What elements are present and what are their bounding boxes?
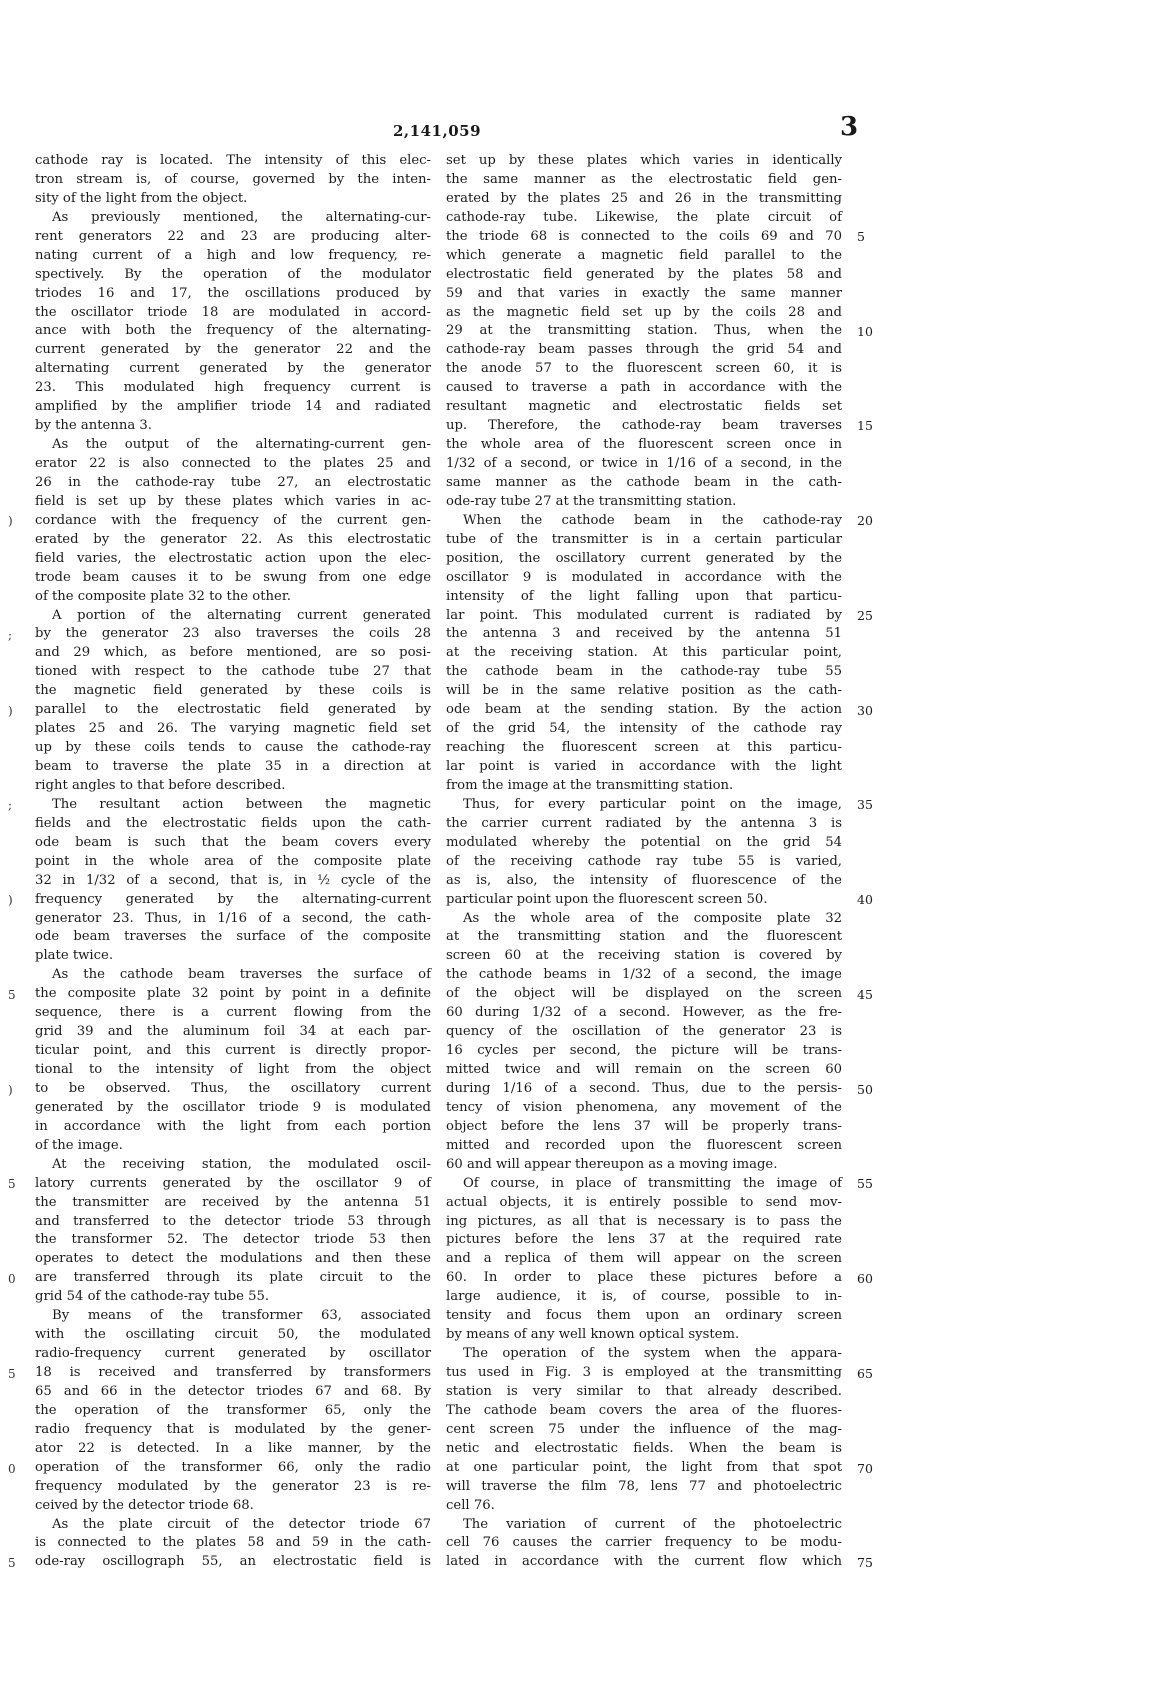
text-line: generated by the oscillator triode 9 is modulated: [35, 1099, 431, 1115]
text-line: 26 in the cathode-ray tube 27, an electrostatic: [35, 474, 431, 490]
line-number: 55: [857, 1176, 873, 1192]
text-line: field is set up by these plates which varies in ac-: [35, 493, 431, 509]
text-line: with the oscillating circuit 50, the modulated: [35, 1327, 431, 1343]
margin-mark: 5: [8, 1177, 16, 1192]
text-line: tus used in Fig. 3 is employed at the transmitting: [446, 1365, 842, 1380]
text-line: mitted and recorded upon the fluorescent screen: [446, 1137, 842, 1153]
text-line: tional to the intensity of light from the object: [35, 1062, 431, 1077]
text-line: When the cathode beam in the cathode-ray: [463, 512, 842, 528]
text-line: tron stream is, of course, governed by the inten-: [35, 171, 431, 187]
text-line: the transformer 52. The detector triode 53 then: [35, 1232, 431, 1248]
text-line: of the composite plate 32 to the other.: [35, 588, 291, 604]
text-line: station is very similar to that already described.: [446, 1383, 842, 1399]
text-line: 16 cycles per second, the picture will be trans-: [446, 1043, 842, 1059]
text-line: resultant magnetic and electrostatic fields set: [446, 399, 842, 415]
text-line: operation of the transformer 66, only the radio: [35, 1459, 431, 1475]
text-line: large audience, it is, of course, possible to in-: [446, 1289, 842, 1305]
left-text-column: [35, 152, 431, 1572]
text-line: frequency generated by the alternating-current: [35, 891, 431, 907]
text-line: A portion of the alternating current generated: [52, 607, 431, 623]
text-line: rent generators 22 and 23 are producing alter-: [35, 228, 431, 244]
right-text-column: [446, 152, 842, 1572]
line-number: 30: [857, 702, 873, 718]
text-line: triodes 16 and 17, the oscillations produced by: [35, 285, 431, 301]
text-line: sity of the light from the object.: [35, 190, 248, 206]
text-line: As previously mentioned, the alternating-cur-: [52, 209, 431, 225]
margin-mark: ): [8, 893, 13, 908]
text-line: at the receiving station. At this particular point,: [446, 645, 842, 661]
text-line: ode beam traverses the surface of the composite: [35, 929, 431, 945]
text-line: amplified by the amplifier triode 14 and radiated: [35, 399, 431, 415]
text-line: which generate a magnetic field parallel to the: [446, 247, 842, 263]
text-line: same manner as the cathode beam in the cath-: [446, 474, 842, 490]
margin-mark: ): [8, 1082, 13, 1097]
text-line: are transferred through its plate circuit to the: [35, 1270, 431, 1286]
text-line: electrostatic field generated by the plates 58 and: [446, 266, 842, 282]
text-line: tency of vision phenomena, any movement of the: [446, 1099, 842, 1115]
text-line: tensity and focus them upon an ordinary screen: [446, 1308, 842, 1324]
text-line: The operation of the system when the appara-: [463, 1346, 842, 1362]
text-line: ode beam is such that the beam covers every: [35, 834, 431, 850]
text-line: field varies, the electrostatic action upon the elec-: [35, 550, 431, 566]
line-number: 45: [857, 986, 873, 1002]
text-line: fields and the electrostatic fields upon the cath-: [35, 815, 431, 831]
line-number: 50: [857, 1081, 873, 1097]
text-line: By means of the transformer 63, associated: [52, 1308, 431, 1324]
text-line: 29 at the transmitting station. Thus, when the: [446, 323, 842, 339]
text-line: the same manner as the electrostatic field gen-: [446, 171, 842, 187]
text-line: modulated whereby the potential on the grid 54: [446, 834, 842, 850]
text-line: actual objects, it is entirely possible to send mov-: [446, 1194, 842, 1210]
text-line: point in the whole area of the composite plate: [35, 853, 431, 869]
line-number: 15: [857, 418, 873, 434]
text-line: the composite plate 32 point by point in a definite: [35, 986, 431, 1002]
text-line: lar point. This modulated current is radiated by: [446, 607, 842, 623]
text-line: The cathode beam covers the area of the fluores-: [446, 1402, 842, 1418]
text-line: cell 76 causes the carrier frequency to be modu-: [446, 1535, 842, 1551]
text-line: 60 during 1/32 of a second. However, as the fre-: [446, 1005, 842, 1021]
text-line: netic and electrostatic fields. When the beam is: [446, 1440, 842, 1456]
line-number: 60: [857, 1271, 873, 1287]
text-line: The variation of current of the photoelectric: [463, 1516, 842, 1532]
text-line: cent screen 75 under the influence of the mag-: [446, 1421, 842, 1437]
text-line: plate twice.: [35, 948, 114, 964]
text-line: the oscillator triode 18 are modulated in accord-: [35, 304, 431, 320]
text-line: right angles to that before described.: [35, 777, 286, 793]
text-line: 60. In order to place these pictures before a: [446, 1270, 842, 1286]
text-line: up. Therefore, the cathode-ray beam traverses: [446, 418, 842, 434]
text-line: by means of any well known optical system.: [446, 1327, 740, 1343]
text-line: ing pictures, as all that is necessary is to pass the: [446, 1213, 842, 1229]
text-line: pictures before the lens 37 at the required rate: [446, 1232, 842, 1248]
text-line: intensity of the light falling upon that particu-: [446, 588, 842, 604]
text-line: as the magnetic field set up by the coils 28 and: [446, 304, 842, 320]
text-line: ode beam at the sending station. By the action: [446, 702, 842, 718]
text-line: cathode-ray tube. Likewise, the plate circuit of: [446, 209, 842, 225]
text-line: 65 and 66 in the detector triodes 67 and 68. By: [35, 1383, 431, 1399]
text-line: cathode-ray beam passes through the grid 54 and: [446, 342, 842, 358]
margin-mark: ): [8, 703, 13, 718]
text-line: tioned with respect to the cathode tube 27 that: [35, 664, 431, 680]
text-line: the whole area of the fluorescent screen once in: [446, 437, 842, 453]
text-line: ode-ray oscillograph 55, an electrostatic field is: [35, 1554, 431, 1570]
text-line: the cathode beams in 1/32 of a second, the image: [446, 967, 842, 983]
line-number: 35: [857, 797, 873, 813]
text-line: the antenna 3 and received by the antenna 51: [446, 626, 842, 642]
text-line: by the generator 23 also traverses the coils 28: [35, 626, 431, 642]
text-line: 23. This modulated high frequency current is: [35, 380, 431, 396]
page-number: 3: [840, 112, 859, 142]
text-line: radio-frequency current generated by oscillator: [35, 1346, 431, 1362]
text-line: generator 23. Thus, in 1/16 of a second, the cath-: [35, 910, 431, 926]
text-line: plates 25 and 26. The varying magnetic field set: [35, 721, 431, 737]
text-line: position, the oscillatory current generated by the: [446, 550, 842, 566]
text-line: from the image at the transmitting station.: [446, 777, 734, 793]
text-line: latory currents generated by the oscillator 9 of: [35, 1175, 431, 1191]
line-number: 65: [857, 1365, 873, 1381]
text-line: will be in the same relative position as the cath-: [446, 683, 842, 699]
text-line: reaching the fluorescent screen at this particu-: [446, 740, 842, 756]
text-line: and transferred to the detector triode 53 through: [35, 1213, 431, 1229]
text-line: in accordance with the light from each portion: [35, 1118, 431, 1134]
text-line: oscillator 9 is modulated in accordance with the: [446, 569, 842, 585]
text-line: tube of the transmitter is in a certain particular: [446, 531, 842, 547]
text-line: 60 and will appear thereupon as a moving image.: [446, 1156, 778, 1172]
text-line: caused to traverse a path in accordance with the: [446, 380, 842, 396]
text-line: As the whole area of the composite plate 32: [463, 910, 842, 926]
text-line: As the cathode beam traverses the surface of: [52, 967, 431, 983]
text-line: trode beam causes it to be swung from one edge: [35, 569, 431, 585]
text-line: set up by these plates which varies in identically: [446, 153, 842, 168]
text-line: parallel to the electrostatic field generated by: [35, 702, 431, 718]
text-line: the anode 57 to the fluorescent screen 60, it is: [446, 361, 842, 377]
text-line: Of course, in place of transmitting the image of: [463, 1175, 842, 1191]
text-line: As the output of the alternating-current gen-: [52, 437, 431, 453]
text-line: grid 54 of the cathode-ray tube 55.: [35, 1289, 270, 1305]
text-line: sequence, there is a current flowing from the: [35, 1005, 431, 1021]
text-line: beam to traverse the plate 35 in a direction at: [35, 759, 431, 774]
text-line: The resultant action between the magnetic: [52, 796, 431, 812]
text-line: grid 39 and the aluminum foil 34 at each par-: [35, 1024, 431, 1040]
text-line: alternating current generated by the generator: [35, 361, 431, 377]
text-line: 59 and that varies in exactly the same manner: [446, 285, 842, 301]
text-line: of the image.: [35, 1137, 123, 1153]
text-line: screen 60 at the receiving station is covered by: [446, 948, 842, 964]
text-line: particular point upon the fluorescent screen 50.: [446, 891, 768, 907]
line-number: 10: [857, 323, 873, 339]
text-line: lar point is varied in accordance with the light: [446, 759, 842, 774]
text-line: ance with both the frequency of the alternating-: [35, 323, 431, 339]
text-line: ode-ray tube 27 at the transmitting station.: [446, 493, 737, 509]
text-line: the carrier current radiated by the antenna 3 is: [446, 815, 842, 831]
text-line: is connected to the plates 58 and 59 in the cath-: [35, 1535, 431, 1551]
margin-mark: ;: [8, 627, 13, 642]
text-line: during 1/16 of a second. Thus, due to the persis-: [446, 1080, 842, 1096]
patent-number: 2,141,059: [393, 122, 482, 140]
text-line: At the receiving station, the modulated oscil-: [52, 1156, 431, 1172]
text-line: of the grid 54, the intensity of the cathode ray: [446, 721, 842, 737]
text-line: cordance with the frequency of the current gen-: [35, 512, 431, 528]
text-line: spectively. By the operation of the modulator: [35, 266, 431, 282]
line-number: 25: [857, 607, 873, 623]
text-line: erated by the plates 25 and 26 in the transmitting: [446, 190, 842, 206]
text-line: radio frequency that is modulated by the gener-: [35, 1421, 431, 1437]
text-line: erator 22 is also connected to the plates 25 and: [35, 456, 431, 471]
text-line: operates to detect the modulations and then these: [35, 1251, 431, 1267]
text-line: the cathode beam in the cathode-ray tube 55: [446, 664, 842, 680]
text-line: Thus, for every particular point on the image,: [463, 796, 842, 812]
text-line: as is, also, the intensity of fluorescence of the: [446, 872, 842, 888]
text-line: the operation of the transformer 65, only the: [35, 1402, 431, 1418]
line-number: 40: [857, 892, 873, 908]
text-line: quency of the oscillation of the generator 23 is: [446, 1024, 842, 1040]
text-line: ceived by the detector triode 68.: [35, 1497, 254, 1513]
text-line: ticular point, and this current is directly propor-: [35, 1043, 431, 1059]
margin-mark: 5: [8, 987, 16, 1002]
text-line: cell 76.: [446, 1497, 495, 1513]
line-number: 5: [857, 228, 865, 244]
text-line: at one particular point, the light from that spot: [446, 1459, 842, 1475]
text-line: of the receiving cathode ray tube 55 is varied,: [446, 853, 842, 869]
text-line: As the plate circuit of the detector triode 67: [52, 1516, 431, 1532]
text-line: lated in accordance with the current flow which: [446, 1554, 842, 1570]
text-line: and a replica of them will appear on the screen: [446, 1251, 842, 1267]
text-line: 1/32 of a second, or twice in 1/16 of a second, in the: [446, 456, 842, 471]
margin-mark: ): [8, 514, 13, 529]
text-line: up by these coils tends to cause the cathode-ray: [35, 740, 431, 756]
text-line: frequency modulated by the generator 23 is re-: [35, 1478, 431, 1494]
text-line: the magnetic field generated by these coils is: [35, 683, 431, 699]
text-line: object before the lens 37 will be properly trans-: [446, 1118, 842, 1134]
text-line: will traverse the film 78, lens 77 and photoelectric: [446, 1478, 842, 1494]
text-line: at the transmitting station and the fluorescent: [446, 929, 842, 945]
text-line: current generated by the generator 22 and the: [35, 342, 431, 358]
margin-mark: 5: [8, 1556, 16, 1571]
text-line: 32 in 1/32 of a second, that is, in ½ cycle of the: [35, 872, 431, 888]
text-line: mitted twice and will remain on the screen 60: [446, 1062, 842, 1077]
text-line: 18 is received and transferred by transformers: [35, 1365, 431, 1380]
text-line: to be observed. Thus, the oscillatory current: [35, 1080, 431, 1096]
text-line: erated by the generator 22. As this electrostatic: [35, 531, 431, 547]
margin-mark: 0: [8, 1272, 16, 1287]
line-number: 75: [857, 1555, 873, 1571]
text-line: and 29 which, as before mentioned, are so posi-: [35, 645, 431, 661]
text-line: cathode ray is located. The intensity of this elec-: [35, 153, 431, 168]
text-line: ator 22 is detected. In a like manner, by the: [35, 1440, 431, 1456]
text-line: the transmitter are received by the antenna 51: [35, 1194, 431, 1210]
text-line: the triode 68 is connected to the coils 69 and 70: [446, 228, 842, 244]
margin-mark: 0: [8, 1461, 16, 1476]
text-line: nating current of a high and low frequency, re-: [35, 247, 431, 263]
margin-mark: 5: [8, 1366, 16, 1381]
text-line: of the object will be displayed on the screen: [446, 986, 842, 1002]
text-line: by the antenna 3.: [35, 418, 152, 434]
line-number: 70: [857, 1460, 873, 1476]
margin-mark: ;: [8, 798, 13, 813]
line-number: 20: [857, 513, 873, 529]
